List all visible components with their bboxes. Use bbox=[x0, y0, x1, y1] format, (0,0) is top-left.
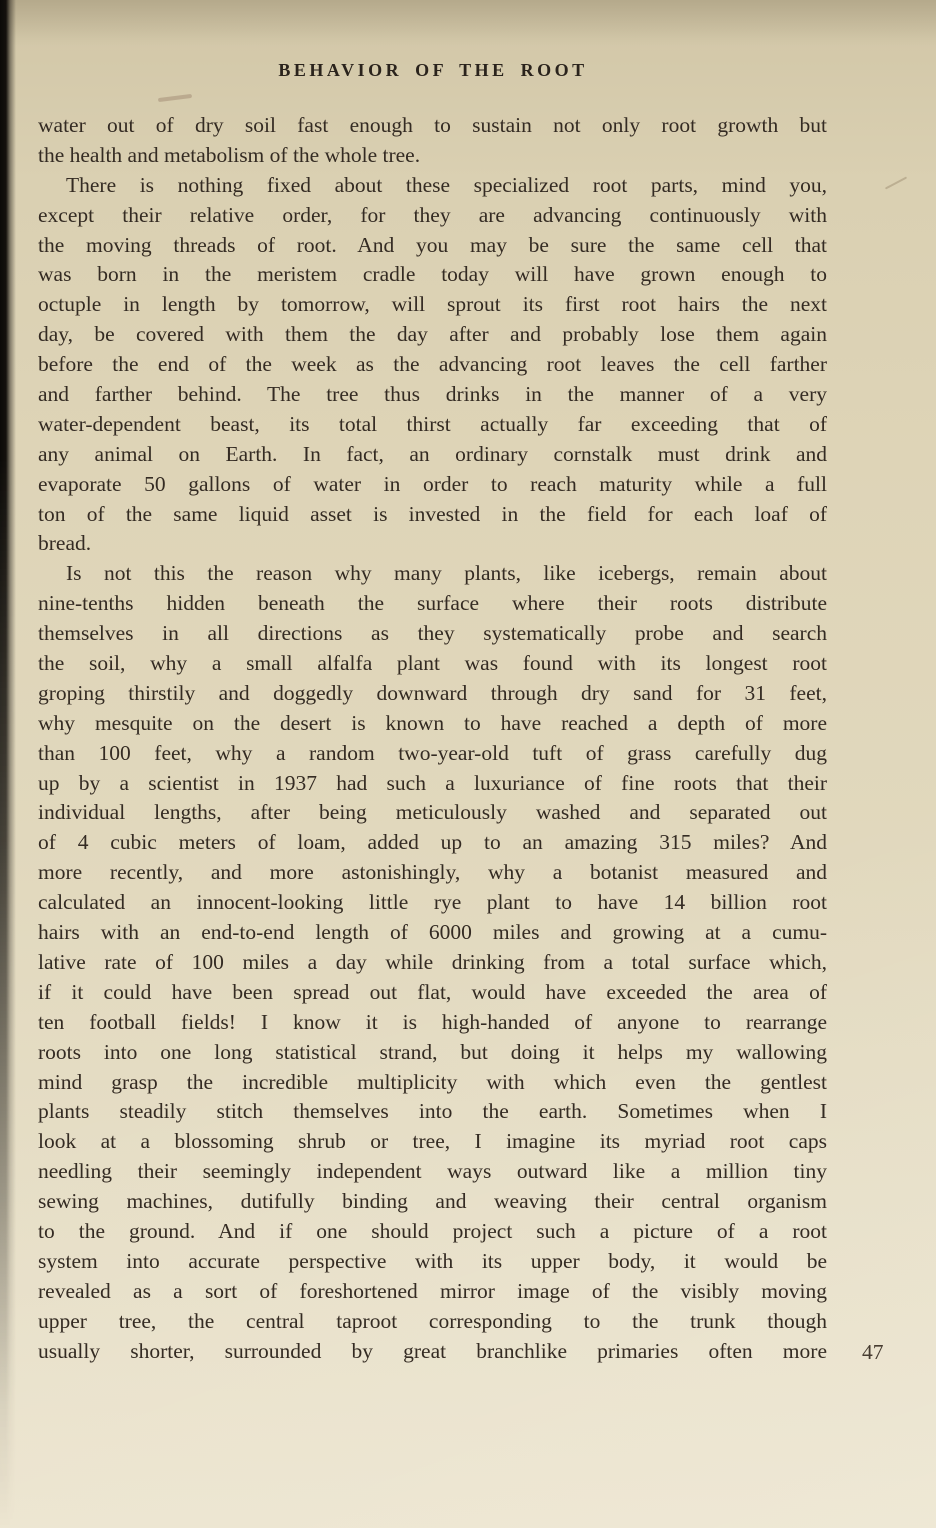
text-line: system into accurate perspective with its upper body, it would be bbox=[38, 1248, 827, 1273]
text-line: lative rate of 100 miles a day while drinking from a total surface which, bbox=[38, 949, 827, 974]
text-line: groping thirstily and doggedly downward through dry sand for 31 feet, bbox=[38, 680, 827, 705]
text-line: any animal on Earth. In fact, an ordinary cornstalk must drink and bbox=[38, 441, 827, 466]
text-line: and farther behind. The tree thus drinks in the manner of a very bbox=[38, 382, 827, 407]
text-line: of 4 cubic meters of loam, added up to an amazing 315 miles? And bbox=[38, 830, 827, 855]
text-line: individual lengths, after being meticulously washed and separated out bbox=[38, 800, 827, 825]
page-number: 47 bbox=[862, 1340, 884, 1364]
text-line: ten football fields! I know it is high-handed of anyone to rearrange bbox=[38, 1009, 827, 1034]
text-line: look at a blossoming shrub or tree, I imagine its myriad root caps bbox=[38, 1129, 827, 1154]
scan-left-edge bbox=[0, 0, 16, 1528]
text-line: bread. bbox=[38, 531, 92, 556]
text-line: ton of the same liquid asset is invested in the field for each loaf of bbox=[38, 501, 827, 526]
text-line: usually shorter, surrounded by great branchlike primaries often more bbox=[38, 1338, 827, 1363]
text-line: the health and metabolism of the whole tree. bbox=[38, 142, 421, 167]
text-line: than 100 feet, why a random two-year-old tuft of grass carefully dug bbox=[38, 740, 827, 765]
text-line: the moving threads of root. And you may be sure the same cell that bbox=[38, 232, 827, 257]
text-line: sewing machines, dutifully binding and weaving their central organism bbox=[38, 1189, 827, 1214]
text-line: nine-tenths hidden beneath the surface where their roots distribute bbox=[38, 591, 827, 616]
text-line: themselves in all directions as they systematically probe and search bbox=[38, 621, 827, 646]
text-line: hairs with an end-to-end length of 6000 miles and growing at a cumu- bbox=[38, 920, 827, 945]
text-line: the soil, why a small alfalfa plant was found with its longest root bbox=[38, 651, 827, 676]
text-line: why mesquite on the desert is known to have reached a depth of more bbox=[38, 710, 827, 735]
text-line: calculated an innocent-looking little rye plant to have 14 billion root bbox=[38, 890, 827, 915]
text-line: except their relative order, for they are advancing continuously with bbox=[38, 202, 827, 227]
text-line: before the end of the week as the advancing root leaves the cell farther bbox=[38, 352, 827, 377]
scratch-mark bbox=[885, 176, 907, 189]
text-line: day, be covered with them the day after and probably lose them again bbox=[38, 322, 827, 347]
text-line: revealed as a sort of foreshortened mirror image of the visibly moving bbox=[38, 1278, 827, 1303]
text-line: water out of dry soil fast enough to sustain not only root growth but bbox=[38, 113, 827, 137]
text-line: was born in the meristem cradle today will have grown enough to bbox=[38, 262, 827, 287]
text-line: roots into one long statistical strand, but doing it helps my wallowing bbox=[38, 1039, 827, 1064]
text-line: There is nothing fixed about these specialized root parts, mind you, bbox=[66, 172, 827, 197]
text-line: Is not this the reason why many plants, like icebergs, remain about bbox=[66, 561, 827, 586]
text-line: plants steadily stitch themselves into the earth. Sometimes when I bbox=[38, 1099, 827, 1124]
text-block bbox=[38, 111, 827, 1366]
text-line: mind grasp the incredible multiplicity with which even the gentlest bbox=[38, 1069, 827, 1094]
text-line: up by a scientist in 1937 had such a luxuriance of fine roots that their bbox=[38, 770, 827, 795]
text-line: if it could have been spread out flat, would have exceeded the area of bbox=[38, 979, 827, 1004]
scan-top-shadow bbox=[0, 0, 936, 46]
text-line: to the ground. And if one should project such a picture of a root bbox=[38, 1218, 827, 1243]
text-line: more recently, and more astonishingly, why a botanist measured and bbox=[38, 860, 827, 885]
smudge-mark bbox=[158, 94, 192, 102]
running-header: BEHAVIOR OF THE ROOT bbox=[278, 60, 588, 80]
text-line: upper tree, the central taproot corresponding to the trunk though bbox=[38, 1308, 827, 1333]
text-line: evaporate 50 gallons of water in order to reach maturity while a full bbox=[38, 471, 827, 496]
text-line: octuple in length by tomorrow, will sprout its first root hairs the next bbox=[38, 292, 827, 317]
text-line: water-dependent beast, its total thirst actually far exceeding that of bbox=[38, 411, 827, 436]
text-line: needling their seemingly independent ways outward like a million tiny bbox=[38, 1159, 827, 1184]
